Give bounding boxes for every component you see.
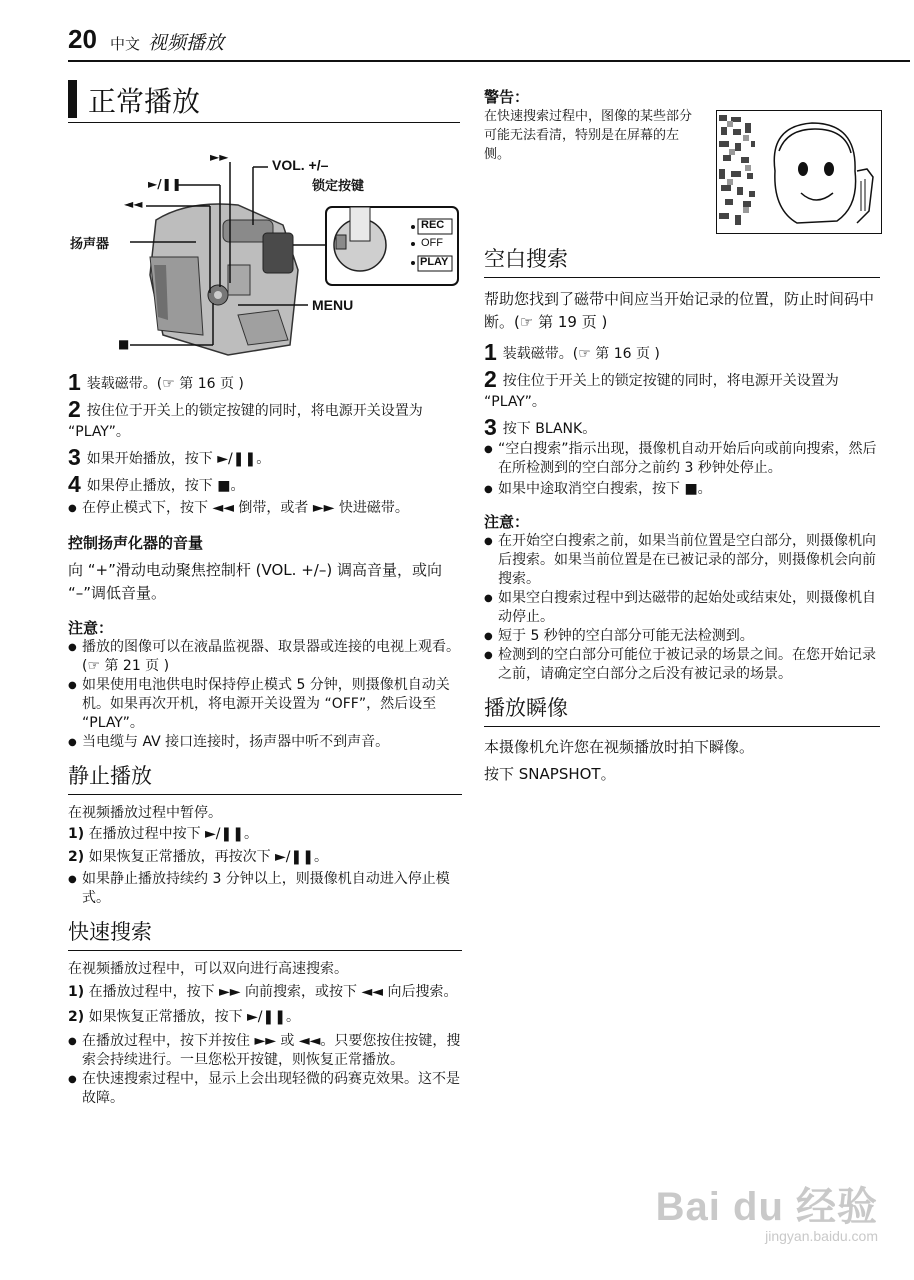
page-number: 20 — [68, 24, 97, 54]
warning-box — [484, 86, 696, 164]
warning-title: 警告： — [484, 88, 530, 106]
warning-text: 在快速搜索过程中，图像的某些部分可能无法看清，特别是在屏幕的左侧。 — [484, 109, 693, 162]
speaker-label: 扬声器 — [70, 237, 110, 252]
blank-note-item: ● 在开始空白搜索之前，如果当前位置是空白部分，则摄像机向后搜索。如果当前位置是在已被记录的部分，则摄像机会向前搜索。 — [484, 532, 880, 589]
normal-step-3: 3 如果开始播放，按下 ►/❚❚。 — [68, 444, 271, 470]
blank-search-title: 空白搜索 — [484, 245, 880, 278]
stop-label: ■ — [118, 337, 130, 351]
shuttle-step-1: 1) 在播放过程中，按下 ►► 向前搜索，或按下 ◄◄ 向后搜索。 — [68, 984, 458, 1000]
camcorder-figure — [68, 145, 463, 365]
main-title — [68, 78, 460, 123]
play-label: PLAY — [420, 256, 449, 268]
blank-step-2: 2 按住位于开关上的锁定按键的同时，将电源开关设置为 “PLAY”。 — [484, 366, 839, 410]
main-title-text: 正常播放 — [88, 85, 201, 118]
shuttle-bullet: ● 在快速搜索过程中，显示上会出现轻微的码赛克效果。这不是故障。 — [68, 1070, 462, 1108]
rec-label: REC — [421, 219, 445, 231]
off-label: OFF — [421, 237, 443, 249]
normal-step-1: 1 装载磁带。(☞ 第 16 页 ) — [68, 369, 244, 395]
menu-label: MENU — [312, 297, 354, 313]
still-intro: 在视频播放过程中暂停。 — [68, 805, 222, 821]
camcorder-illustration — [68, 145, 463, 365]
ff-label: ►► — [210, 150, 229, 164]
normal-bullet: ● 在停止模式下，按下 ◄◄ 倒带，或者 ►► 快进磁带。 — [68, 499, 462, 518]
rew-label: ◄◄ — [124, 197, 143, 211]
note-item: ● 播放的图像可以在液晶监视器、取景器或连接的电视上观看。(☞ 第 21 页 ) — [68, 638, 462, 676]
still-title: 静止播放 — [68, 762, 462, 795]
left-column — [68, 369, 462, 1108]
watermark-url: jingyan.baidu.com — [765, 1228, 878, 1244]
shuttle-bullet: ● 在播放过程中，按下并按住 ►► 或 ◄◄。只要您按住按键，搜索会持续进行。一旦您松开按键，则恢复正常播放。 — [68, 1032, 462, 1070]
notes-title: 注意： — [68, 619, 114, 637]
blank-step-3: 3 按下 BLANK。 — [484, 414, 597, 440]
blank-search-intro: 帮助您找到了磁带中间应当开始记录的位置，防止时间码中断。(☞ 第 19 页 ) — [484, 290, 875, 331]
mosaic-face-image — [717, 111, 881, 233]
blank-bullet: ● 如果中途取消空白搜索，按下 ■。 — [484, 480, 880, 499]
normal-step-2: 2 按住位于开关上的锁定按键的同时，将电源开关设置为 “PLAY”。 — [68, 396, 423, 440]
blank-step-1: 1 装载磁带。(☞ 第 16 页 ) — [484, 339, 660, 365]
blank-bullet: ● “空白搜索”指示出现，摄像机自动开始后向或前向搜索，然后在所检测到的空白部分之前约 3 秒钟处停止。 — [484, 440, 880, 478]
shuttle-intro: 在视频播放过程中，可以双向进行高速搜索。 — [68, 961, 348, 977]
note-item: ● 当电缆与 AV 接口连接时，扬声器中听不到声音。 — [68, 733, 462, 752]
baidu-watermark — [656, 1175, 878, 1244]
shuttle-step-2: 2) 如果恢复正常播放，按下 ►/❚❚。 — [68, 1009, 300, 1025]
still-step-2: 2) 如果恢复正常播放，再按次下 ►/❚❚。 — [68, 849, 328, 865]
normal-step-4: 4 如果停止播放，按下 ■。 — [68, 471, 245, 497]
page-header — [68, 20, 910, 62]
section-title: 视频播放 — [148, 32, 225, 54]
shuttle-title: 快速搜索 — [68, 918, 462, 951]
note-item: ● 如果使用电池供电时保持停止模式 5 分钟，则摄像机自动关机。如果再次开机，将电源开关设置为 “OFF”，然后设至 “PLAY”。 — [68, 676, 462, 733]
still-step-1: 1) 在播放过程中按下 ►/❚❚。 — [68, 826, 258, 842]
blank-note-item: ● 短于 5 秒钟的空白部分可能无法检测到。 — [484, 627, 880, 646]
playpause-label: ►/❚❚ — [148, 177, 182, 191]
watermark-brand: Bai du 经验 — [655, 1185, 878, 1229]
volume-title: 控制扬声化器的音量 — [68, 534, 204, 552]
snapshot-title: 播放瞬像 — [484, 694, 880, 727]
lock-button-label: 锁定按键 — [312, 179, 365, 194]
snapshot-press: 按下 SNAPSHOT。 — [484, 765, 616, 783]
blank-note-item: ● 如果空白搜索过程中到达磁带的起始处或结束处，则摄像机自动停止。 — [484, 589, 880, 627]
mosaic-illustration — [716, 110, 882, 234]
vol-label: VOL. +/– — [272, 157, 329, 173]
blank-note-item: ● 检测到的空白部分可能位于被记录的场景之间。在您开始记录之前，请确定空白部分之后没有被记录的场景。 — [484, 646, 880, 684]
title-bar-marker — [68, 80, 77, 118]
language-label: 中文 — [110, 35, 141, 53]
volume-text: 向 “+”滑动电动聚焦控制杆 (VOL. +/–) 调高音量，或向 “–”调低音量。 — [68, 561, 442, 602]
blank-search-section — [484, 245, 880, 785]
still-bullet: ● 如果静止播放持续约 3 分钟以上，则摄像机自动进入停止模式。 — [68, 870, 462, 908]
snapshot-text: 本摄像机允许您在视频播放时拍下瞬像。 — [484, 738, 755, 756]
blank-notes-title: 注意： — [484, 513, 530, 531]
